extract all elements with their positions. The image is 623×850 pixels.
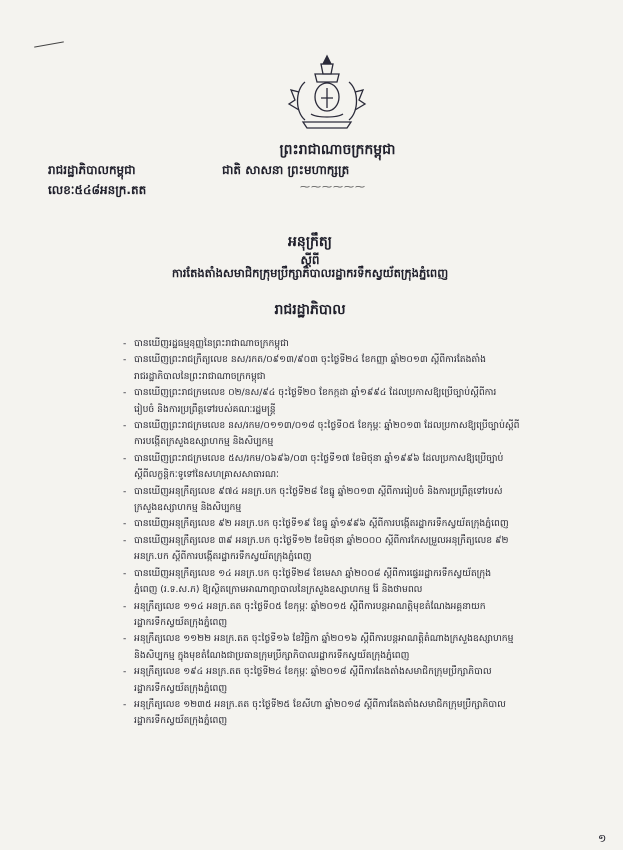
list-item: - អនុក្រឹត្យលេខ ១២៣៥ អនក្រ.តត ចុះថ្ងៃទី២៥ ខែសីហា ឆ្នាំ២០១៨ ស្តីពីការតែងតាំងសមាជិកក្រុមប្រឹក្សាភិបាល — [120, 697, 590, 713]
issuing-authority: រាជរដ្ឋាភិបាលកម្ពុជា — [48, 163, 136, 177]
list-item: - អនុក្រឹត្យលេខ ១៩៤ អនក្រ.តត ចុះថ្ងៃទី២៤ ខែកុម្ភៈ ឆ្នាំ២០១៨ ស្តីពីការតែងតាំងសមាជិកក្រុមប្រឹក្សាភិបាល — [120, 664, 590, 680]
list-item-continuation: ភ្នំពេញ (រ.ទ.ស.ភ) ឱ្យស្ថិតក្រោមអាណាព្យាបាលនៃក្រសួងឧស្សាហកម្ម រ៉ែ និងថាមពល — [134, 584, 423, 596]
list-item: - បានឃើញព្រះរាជក្រមលេខ នស/រកម/០១១៣/០១៨ ចុះថ្ងៃទី០៥ ខែកុម្ភៈ ឆ្នាំ២០១៣ ដែលប្រកាសឱ្យប្រើច្បាប់ស្តីពី — [120, 418, 590, 434]
list-item-continuation: ការបង្កើតក្រសួងឧស្សាហកម្ម និងសិប្បកម្ម — [134, 436, 274, 448]
list-item: - បានឃើញព្រះរាជក្រមលេខ ៥ស/រកម/០៦៩៦/០៣ ចុះថ្ងៃទី១៧ ខែមិថុនា ឆ្នាំ១៩៩៦ ដែលប្រកាសឱ្យប្រើច្បាប់ — [120, 451, 590, 467]
national-motto: ជាតិ សាសនា ព្រះមហាក្សត្រ — [222, 163, 350, 177]
list-item-continuation: រៀបចំ និងការប្រព្រឹត្តទៅរបស់គណៈរដ្ឋមន្ត្រី — [134, 403, 276, 415]
decree-subject-title: ការតែងតាំងសមាជិកក្រុមប្រឹក្សាភិបាលរដ្ឋាករទឹកស្វយ័តក្រុងភ្នំពេញ — [171, 266, 449, 280]
document-type-title: អនុក្រឹត្យ — [288, 234, 332, 250]
list-item: - អនុក្រឹត្យលេខ ១១២២ អនក្រ.តត ចុះថ្ងៃទី១៦ ខែវិច្ឆិកា ឆ្នាំ២០១៦ ស្តីពីការបន្តអាណត្តិតំណាងក្រសួងឧស្សាហកម្ម — [120, 631, 590, 647]
list-item: - បានឃើញអនុក្រឹត្យលេខ ១៤ អនក្រ.បក ចុះថ្ងៃទី២៨ ខែមេសា ឆ្នាំ២០០៨ ស្តីពីការផ្ទេររដ្ឋាករទឹកស្វយ័តក្រុង — [120, 566, 590, 582]
royal-coat-of-arms-icon — [285, 52, 369, 132]
list-item-continuation: ស្តីពីលក្ខន្តិកៈទូទៅនៃសហគ្រាសសាធារណៈ — [134, 469, 279, 481]
list-item-continuation: អនក្រ.បក ស្តីពីការបង្កើតរដ្ឋាករទឹកស្វយ័តក្រុងភ្នំពេញ — [134, 551, 312, 563]
list-item: - អនុក្រឹត្យលេខ ១១៤ អនក្រ.តត ចុះថ្ងៃទី០៥ ខែកុម្ភៈ ឆ្នាំ២០១៥ ស្តីពីការបន្តអាណត្តិមុខតំណែងអគ្គនាយក — [120, 599, 590, 615]
list-item-continuation: រាជរដ្ឋាភិបាលនៃព្រះរាជាណាចក្រកម្ពុជា — [134, 370, 266, 382]
list-item-continuation: និងសិប្បកម្ម ក្នុងមុខតំណែងជាប្រធានក្រុមប្រឹក្សាភិបាលរដ្ឋាករទឹកស្វយ័តក្រុងភ្នំពេញ — [134, 649, 410, 661]
authority-heading: រាជរដ្ឋាភិបាល — [274, 302, 346, 318]
list-item: - បានឃើញព្រះរាជក្រមលេខ ០២/នស/៩៤ ចុះថ្ងៃទី២០ ខែកក្កដា ឆ្នាំ១៩៩៤ ដែលប្រកាសឱ្យប្រើច្បាប់ស្តីពីការ — [120, 385, 590, 401]
list-item: - បានឃើញអនុក្រឹត្យលេខ ៣៩ អនក្រ.បក ចុះថ្ងៃទី១២ ខែមិថុនា ឆ្នាំ២០០០ ស្តីពីការកែសម្រួលអនុក្រឹត្យលេខ ៩២ — [120, 533, 590, 549]
divider-ornament: ⁓⁓⁓⁓⁓⁓ — [300, 182, 366, 193]
list-item-continuation: រដ្ឋាករទឹកស្វយ័តក្រុងភ្នំពេញ — [134, 682, 228, 694]
list-item: - បានឃើញរដ្ឋធម្មនុញ្ញនៃព្រះរាជាណាចក្រកម្ពុជា — [120, 336, 590, 352]
list-item: - បានឃើញព្រះរាជក្រឹត្យលេខ នស/រកត/០៩១៣/៩០៣ ចុះថ្ងៃទី២៤ ខែកញ្ញា ឆ្នាំ២០១៣ ស្តីពីការតែងតាំង — [120, 352, 590, 368]
document-number: លេខៈ៥៤៨អនក្រ.តត — [48, 183, 147, 197]
title-on-label: ស្តីពី — [300, 253, 320, 267]
list-item-continuation: រដ្ឋាករទឹកស្វយ័តក្រុងភ្នំពេញ — [134, 715, 228, 727]
list-item: - បានឃើញអនុក្រឹត្យលេខ ៩៧៤ អនក្រ.បក ចុះថ្ងៃទី២៨ ខែធ្នូ ឆ្នាំ២០១៣ ស្តីពីការរៀបចំ និងការប្រព្រឹត្តទៅរបស់ — [120, 484, 590, 500]
list-item: - បានឃើញអនុក្រឹត្យលេខ ៩២ អនក្រ.បក ចុះថ្ងៃទី១៩ ខែធ្នូ ឆ្នាំ១៩៩៦ ស្តីពីការបង្កើតរដ្ឋាករទឹកស្វយ័តក្រុងភ្នំពេញ — [120, 516, 590, 532]
kingdom-heading: ព្រះរាជាណាចក្រកម្ពុជា — [279, 142, 396, 158]
list-item-continuation: ក្រសួងឧស្សាហកម្ម និងសិប្បកម្ម — [134, 502, 242, 514]
legal-references-list — [120, 336, 590, 730]
list-item-continuation: រដ្ឋាករទឹកស្វយ័តក្រុងភ្នំពេញ — [134, 616, 228, 628]
pen-stroke-mark — [34, 41, 64, 47]
page-number: ១ — [598, 832, 607, 845]
